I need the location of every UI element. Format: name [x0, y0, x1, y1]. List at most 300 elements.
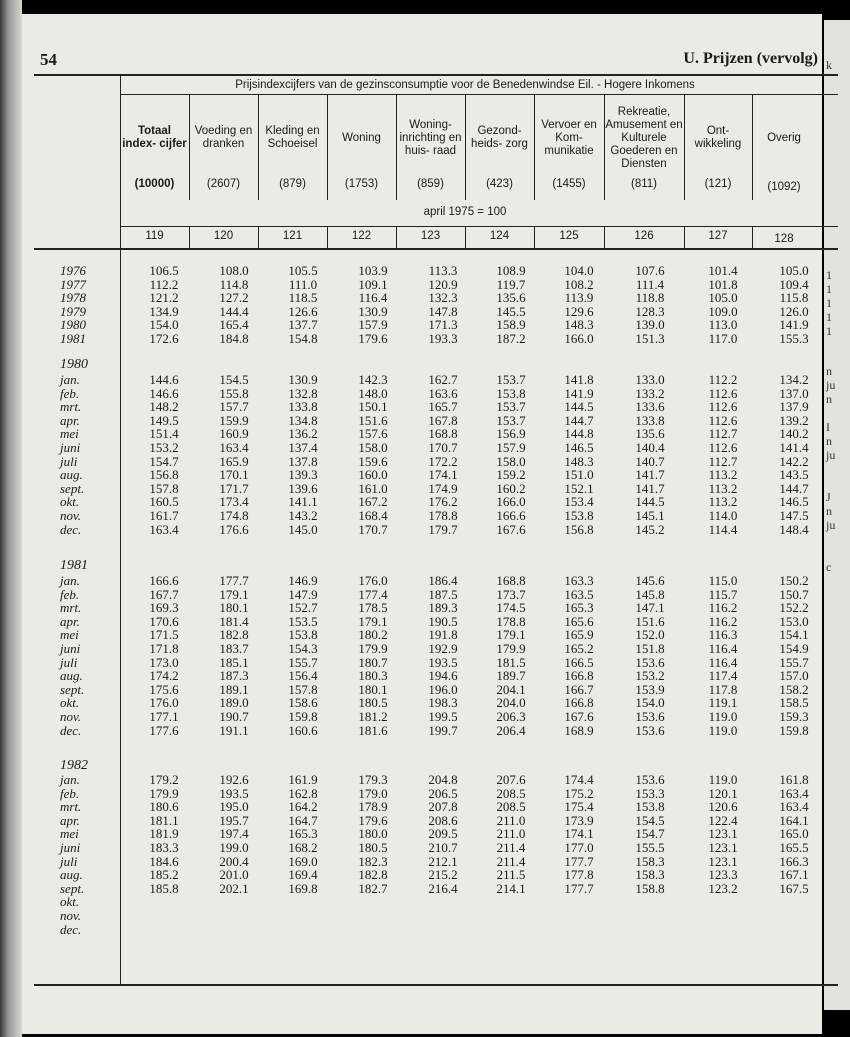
row-label: juli	[60, 853, 78, 869]
table-cell: 137.0	[779, 385, 809, 401]
table-cell: 121.2	[149, 290, 179, 306]
table-cell: 168.9	[564, 722, 594, 738]
table-row	[0, 588, 822, 602]
row-label: 1977	[60, 276, 86, 292]
edge-glyph: ju	[826, 518, 836, 532]
table-cell: 147.1	[635, 600, 665, 616]
table-cell: 144.7	[779, 480, 809, 496]
column-number: 124	[489, 230, 510, 242]
table-row	[0, 800, 822, 814]
table-cell: 177.7	[564, 880, 594, 896]
table-cell: 123.3	[708, 867, 738, 883]
table-cell: 163.5	[564, 586, 594, 602]
table-row	[0, 387, 822, 401]
table-cell: 113.0	[708, 317, 738, 333]
table-cell: 181.5	[496, 654, 526, 670]
table-cell: 189.3	[428, 600, 458, 616]
column-number: 123	[420, 230, 441, 242]
table-cell: 174.4	[564, 772, 594, 787]
table-cell: 114.8	[219, 276, 249, 292]
table-cell: 141.9	[564, 385, 594, 401]
row-label: aug.	[60, 668, 83, 684]
row-label: feb.	[60, 385, 80, 401]
table-cell: 152.0	[635, 627, 665, 643]
column-weight: (423)	[486, 178, 513, 190]
table-cell: 153.4	[564, 494, 594, 510]
table-cell: 215.2	[428, 867, 458, 883]
table-cell: 207.6	[496, 772, 526, 787]
table-cell: 166.5	[564, 654, 594, 670]
table-cell: 133.2	[635, 385, 665, 401]
table-cell: 185.1	[219, 654, 249, 670]
table-cell: 142.3	[358, 372, 388, 387]
table-cell: 133.8	[288, 399, 318, 415]
table-cell: 160.0	[358, 467, 388, 483]
table-row	[0, 773, 822, 787]
row-label: mei	[60, 826, 79, 842]
table-cell: 198.3	[428, 695, 458, 711]
table-cell: 112.6	[708, 412, 738, 428]
row-label: aug.	[60, 467, 83, 483]
table-cell: 168.8	[496, 573, 526, 588]
next-page-edge	[824, 20, 850, 1010]
table-row	[0, 495, 822, 509]
table-cell: 190.5	[428, 613, 458, 629]
table-cell: 141.9	[779, 317, 809, 333]
table-cell: 123.1	[708, 853, 738, 869]
table-row	[0, 895, 822, 909]
table-cell: 163.4	[219, 439, 249, 455]
edge-glyph: 1	[826, 282, 832, 296]
table-cell: 208.6	[428, 812, 458, 828]
table-cell: 174.1	[564, 826, 594, 842]
table-cell: 157.6	[358, 426, 388, 442]
row-label: 1976	[60, 263, 86, 278]
table-cell: 176.0	[358, 573, 388, 588]
table-cell: 160.5	[149, 494, 179, 510]
table-cell: 177.7	[564, 853, 594, 869]
table-cell: 212.1	[428, 853, 458, 869]
table-cell: 151.8	[635, 640, 665, 656]
table-cell: 130.9	[288, 372, 318, 387]
table-cell: 182.3	[358, 853, 388, 869]
table-cell: 153.7	[496, 372, 526, 387]
table-cell: 167.2	[358, 494, 388, 510]
column-weight: (859)	[417, 178, 444, 190]
table-cell: 158.0	[496, 453, 526, 469]
row-label: nov.	[60, 708, 82, 724]
table-cell: 141.7	[635, 467, 665, 483]
table-cell: 113.9	[564, 290, 594, 306]
table-cell: 153.3	[635, 785, 665, 801]
table-cell: 183.7	[219, 640, 249, 656]
table-cell: 180.5	[358, 695, 388, 711]
column-weight: (1753)	[344, 178, 379, 190]
table-cell: 178.8	[496, 613, 526, 629]
column-number: 122	[351, 230, 372, 242]
table-cell: 175.4	[564, 799, 594, 815]
table-cell: 112.2	[708, 372, 738, 387]
table-cell: 199.7	[428, 722, 458, 738]
table-cell: 195.0	[219, 799, 249, 815]
table-cell: 154.3	[288, 640, 318, 656]
table-cell: 162.8	[288, 785, 318, 801]
table-cell: 106.5	[149, 263, 179, 278]
table-cell: 206.3	[496, 708, 526, 724]
row-label: jan.	[60, 372, 80, 387]
table-cell: 154.8	[288, 330, 318, 346]
table-cell: 161.0	[358, 480, 388, 496]
table-cell: 159.3	[779, 708, 809, 724]
table-cell: 108.9	[496, 263, 526, 278]
table-cell: 101.4	[708, 263, 738, 278]
table-row	[0, 882, 822, 896]
column-header-vervoer: Vervoer en Kom- munikatie	[541, 118, 597, 157]
table-cell: 192.9	[428, 640, 458, 656]
table-cell: 155.7	[779, 654, 809, 670]
table-cell: 161.9	[288, 772, 318, 787]
table-cell: 166.0	[496, 494, 526, 510]
table-cell: 109.0	[708, 303, 738, 319]
table-cell: 113.3	[428, 263, 458, 278]
table-cell: 153.6	[635, 708, 665, 724]
table-cell: 182.8	[219, 627, 249, 643]
table-row	[0, 855, 822, 869]
table-cell: 144.6	[149, 372, 179, 387]
table-cell: 136.2	[288, 426, 318, 442]
table-cell: 111.0	[288, 276, 318, 292]
table-cell: 153.7	[496, 399, 526, 415]
year-label-1981: 1981	[60, 558, 88, 573]
table-cell: 181.6	[358, 722, 388, 738]
table-row	[0, 909, 822, 923]
table-cell: 157.9	[496, 439, 526, 455]
table-cell: 167.5	[779, 880, 809, 896]
table-cell: 133.0	[635, 372, 665, 387]
table-cell: 154.7	[149, 453, 179, 469]
table-row	[0, 656, 822, 670]
table-cell: 179.1	[496, 627, 526, 643]
row-label: juni	[60, 439, 81, 455]
table-row	[0, 868, 822, 882]
table-cell: 189.7	[496, 668, 526, 684]
table-cell: 179.1	[219, 586, 249, 602]
table-cell: 108.2	[564, 276, 594, 292]
table-cell: 170.1	[219, 467, 249, 483]
table-cell: 126.6	[288, 303, 318, 319]
table-cell: 165.3	[288, 826, 318, 842]
table-cell: 177.0	[564, 839, 594, 855]
table-cell: 148.4	[779, 521, 809, 537]
table-cell: 120.6	[708, 799, 738, 815]
table-cell: 172.6	[149, 330, 179, 346]
table-cell: 174.9	[428, 480, 458, 496]
table-cell: 181.4	[219, 613, 249, 629]
table-cell: 168.4	[358, 507, 388, 523]
table-cell: 103.9	[358, 263, 388, 278]
table-cell: 151.3	[635, 330, 665, 346]
row-label: juni	[60, 640, 81, 656]
table-row	[0, 642, 822, 656]
table-row	[0, 291, 822, 305]
table-cell: 150.2	[779, 573, 809, 588]
table-cell: 160.2	[496, 480, 526, 496]
table-row	[0, 414, 822, 428]
table-cell: 179.2	[149, 772, 179, 787]
table-cell: 174.1	[428, 467, 458, 483]
column-number: 126	[634, 230, 654, 242]
table-cell: 113.2	[708, 467, 738, 483]
table-cell: 112.6	[708, 399, 738, 415]
table-cell: 179.9	[358, 640, 388, 656]
table-cell: 181.1	[149, 812, 179, 828]
column-weight: (10000)	[134, 178, 175, 190]
row-label: nov.	[60, 907, 82, 923]
table-cell: 117.0	[708, 330, 738, 346]
table-cell: 211.4	[496, 853, 526, 869]
table-cell: 153.8	[635, 799, 665, 815]
table-row	[0, 509, 822, 523]
table-cell: 112.6	[708, 385, 738, 401]
edge-glyph: I	[826, 420, 830, 434]
column-weight: (1455)	[552, 178, 586, 190]
table-row	[0, 696, 822, 710]
table-cell: 158.3	[635, 867, 665, 883]
table-cell: 119.7	[496, 276, 526, 292]
table-cell: 158.5	[779, 695, 809, 711]
table-cell: 179.9	[496, 640, 526, 656]
table-cell: 143.2	[288, 507, 318, 523]
table-cell: 126.0	[779, 303, 809, 319]
rule-bottom	[34, 984, 838, 986]
table-cell: 155.5	[635, 839, 665, 855]
table-cell: 108.0	[219, 263, 249, 278]
table-cell: 161.8	[779, 772, 809, 787]
table-cell: 145.2	[635, 521, 665, 537]
table-cell: 154.9	[779, 640, 809, 656]
table-cell: 139.6	[288, 480, 318, 496]
column-header-ontwikkeling: Ont- wikkeling	[694, 125, 742, 150]
table-cell: 105.0	[779, 263, 809, 278]
table-cell: 171.8	[149, 640, 179, 656]
table-cell: 199.0	[219, 839, 249, 855]
table-cell: 101.8	[708, 276, 738, 292]
edge-glyph: ju	[826, 378, 836, 392]
table-cell: 154.5	[219, 372, 249, 387]
table-cell: 105.0	[708, 290, 738, 306]
table-cell: 147.5	[779, 507, 809, 523]
row-label: okt.	[60, 695, 80, 711]
table-cell: 153.7	[496, 412, 526, 428]
table-row	[0, 841, 822, 855]
row-label: mrt.	[60, 399, 82, 415]
table-cell: 180.6	[149, 799, 179, 815]
table-cell: 191.8	[428, 627, 458, 643]
table-cell: 116.4	[358, 290, 388, 306]
table-cell: 153.6	[635, 654, 665, 670]
table-cell: 152.7	[288, 600, 318, 616]
table-cell: 165.9	[564, 627, 594, 643]
row-label: juni	[60, 839, 81, 855]
table-cell: 134.8	[288, 412, 318, 428]
table-cell: 183.3	[149, 839, 179, 855]
table-cell: 210.7	[428, 839, 458, 855]
table-row	[0, 373, 822, 387]
table-cell: 119.0	[708, 772, 738, 787]
edge-glyph: n	[826, 392, 832, 406]
table-cell: 167.8	[428, 412, 458, 428]
table-cell: 162.7	[428, 372, 458, 387]
edge-glyph: 1	[826, 268, 832, 282]
edge-glyph: 1	[826, 296, 832, 310]
row-label: 1980	[60, 317, 86, 333]
row-label: apr.	[60, 812, 80, 828]
table-cell: 135.6	[635, 426, 665, 442]
table-cell: 177.1	[149, 708, 179, 724]
table-cell: 211.5	[496, 867, 526, 883]
table-cell: 160.9	[219, 426, 249, 442]
row-label: apr.	[60, 412, 80, 428]
table-cell: 171.5	[149, 627, 179, 643]
table-row	[0, 318, 822, 332]
table-cell: 118.8	[635, 290, 665, 306]
table-row	[0, 468, 822, 482]
table-cell: 153.6	[635, 772, 665, 787]
table-cell: 132.3	[428, 290, 458, 306]
table-cell: 166.8	[564, 668, 594, 684]
table-cell: 116.4	[708, 654, 738, 670]
table-cell: 157.9	[358, 317, 388, 333]
table-cell: 180.1	[358, 681, 388, 697]
table-cell: 211.0	[496, 826, 526, 842]
row-label: okt.	[60, 894, 80, 910]
column-weight: (121)	[704, 178, 732, 190]
table-cell: 165.4	[219, 317, 249, 333]
table-cell: 157.8	[288, 681, 318, 697]
table-cell: 184.8	[219, 330, 249, 346]
annual-block	[0, 264, 822, 346]
table-cell: 159.2	[496, 467, 526, 483]
table-cell: 166.8	[564, 695, 594, 711]
table-row	[0, 724, 822, 738]
table-cell: 137.7	[288, 317, 318, 333]
table-cell: 191.1	[219, 722, 249, 738]
table-cell: 178.5	[358, 600, 388, 616]
table-cell: 112.2	[149, 276, 179, 292]
table-cell: 177.8	[564, 867, 594, 883]
table-cell: 117.8	[708, 681, 738, 697]
column-header-woning: Woning	[342, 131, 381, 144]
table-cell: 187.5	[428, 586, 458, 602]
table-cell: 123.1	[708, 839, 738, 855]
table-cell: 151.4	[149, 426, 179, 442]
table-cell: 166.7	[564, 681, 594, 697]
table-cell: 135.6	[496, 290, 526, 306]
table-cell: 145.5	[496, 303, 526, 319]
table-cell: 199.5	[428, 708, 458, 724]
edge-glyph: c	[826, 560, 832, 574]
table-cell: 153.2	[149, 439, 179, 455]
base-period: april 1975 = 100	[423, 206, 507, 218]
table-cell: 181.2	[358, 708, 388, 724]
table-cell: 114.0	[708, 507, 738, 523]
table-row	[0, 615, 822, 629]
table-cell: 137.9	[779, 399, 809, 415]
table-row	[0, 814, 822, 828]
row-label: sept.	[60, 681, 85, 697]
table-row	[0, 683, 822, 697]
table-cell: 107.6	[635, 263, 665, 278]
table-cell: 109.1	[358, 276, 388, 292]
table-cell: 173.7	[496, 586, 526, 602]
table-cell: 180.1	[219, 600, 249, 616]
table-cell: 154.5	[635, 812, 665, 828]
table-cell: 158.6	[288, 695, 318, 711]
page-number: 54	[40, 50, 57, 69]
table-cell: 165.9	[219, 453, 249, 469]
table-cell: 177.4	[358, 586, 388, 602]
table-cell: 165.0	[779, 826, 809, 842]
table-cell: 174.2	[149, 668, 179, 684]
column-header-gezondheidszorg: Gezond- heids- zorg	[471, 125, 528, 150]
column-header-voeding: Voeding en dranken	[194, 125, 253, 150]
table-cell: 144.7	[564, 412, 594, 428]
table-cell: 105.5	[288, 263, 318, 278]
table-cell: 168.2	[288, 839, 318, 855]
table-cell: 137.4	[288, 439, 318, 455]
table-cell: 153.8	[496, 385, 526, 401]
table-cell: 156.8	[564, 521, 594, 537]
table-cell: 146.5	[564, 439, 594, 455]
table-row	[0, 332, 822, 346]
table-cell: 158.3	[635, 853, 665, 869]
table-row	[0, 827, 822, 841]
table-row	[0, 400, 822, 414]
table-cell: 174.5	[496, 600, 526, 616]
table-cell: 148.2	[149, 399, 179, 415]
table-cell: 158.0	[358, 439, 388, 455]
table-cell: 119.0	[708, 722, 738, 738]
table-row	[0, 305, 822, 319]
table-cell: 151.6	[358, 412, 388, 428]
table-cell: 116.2	[708, 613, 738, 629]
table-cell: 146.5	[779, 494, 809, 510]
table-cell: 179.6	[358, 330, 388, 346]
table-cell: 166.6	[496, 507, 526, 523]
row-label: feb.	[60, 586, 80, 602]
row-label: 1979	[60, 303, 86, 319]
table-cell: 180.3	[358, 668, 388, 684]
table-cell: 152.1	[564, 480, 594, 496]
table-cell: 181.9	[149, 826, 179, 842]
table-cell: 158.8	[635, 880, 665, 896]
column-number: 119	[145, 230, 164, 242]
row-label: aug.	[60, 867, 83, 883]
table-cell: 189.1	[219, 681, 249, 697]
table-cell: 133.6	[635, 399, 665, 415]
row-label: jan.	[60, 772, 80, 787]
column-weight: (879)	[279, 178, 306, 190]
table-cell: 128.3	[635, 303, 665, 319]
table-cell: 179.0	[358, 785, 388, 801]
table-cell: 167.6	[496, 521, 526, 537]
table-cell: 123.2	[708, 880, 738, 896]
table-cell: 165.5	[779, 839, 809, 855]
table-cell: 180.0	[358, 826, 388, 842]
table-row	[0, 278, 822, 292]
table-cell: 169.0	[288, 853, 318, 869]
column-number: 125	[559, 230, 579, 242]
